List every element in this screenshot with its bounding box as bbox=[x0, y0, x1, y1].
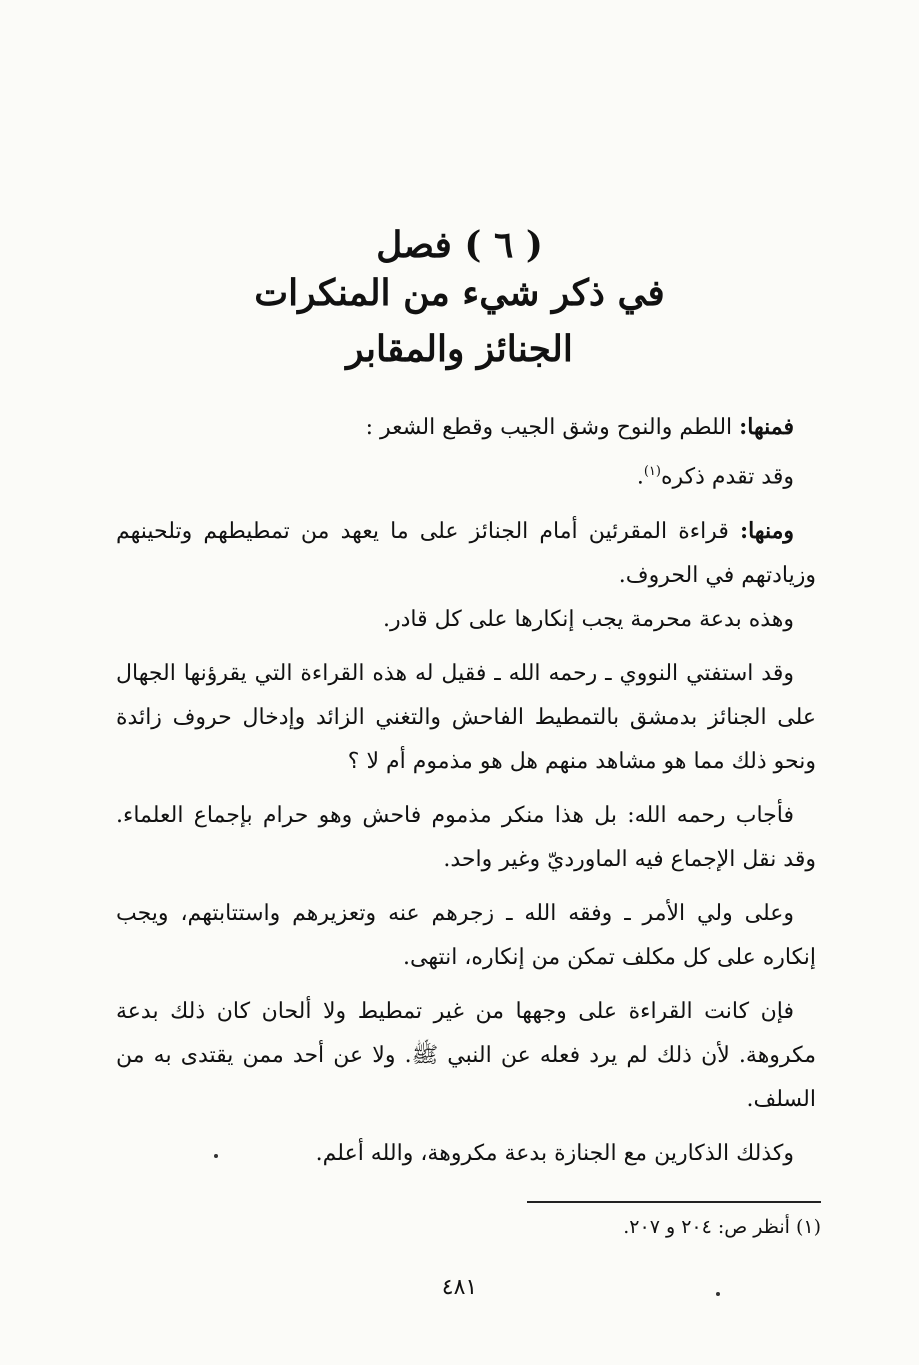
paragraph bbox=[116, 598, 816, 642]
page-number: ٤٨١ bbox=[441, 1275, 478, 1300]
paragraph bbox=[116, 990, 816, 1122]
paragraph-lead: فمنها: bbox=[739, 414, 794, 440]
chapter-title: ( ٦ ) فصل bbox=[376, 224, 543, 266]
paragraph bbox=[116, 652, 816, 784]
scan-speck bbox=[214, 1154, 218, 1158]
footnote-divider bbox=[527, 1201, 821, 1203]
footnote: (١) أنظر ص: ٢٠٤ و ٢٠٧. bbox=[623, 1216, 821, 1238]
paragraph-lead: ومنها: bbox=[739, 518, 794, 545]
paragraph-text: وعلى ولي الأمر ـ وفقه الله ـ زجرهم عنه وتعزيرهم واستتابتهم، ويجب إنكاره على كل مكلف تمكن من إنكاره، انتهى. bbox=[116, 901, 816, 971]
paragraph-text: قراءة المقرئين أمام الجنائز على ما يعهد من تمطيطهم وتلحينهم وزيادتهم في الحروف. bbox=[116, 519, 816, 589]
paragraph-text: وقد استفتي النووي ـ رحمه الله ـ فقيل له هذه القراءة التي يقرؤنها الجهال على الجنائز بدمشق بالتمطيط الفاحش والتغني الزائد وإدخال حروف زائدة ونحو ذلك مما هو مشاهد منهم هل هو مذموم أم لا ؟ bbox=[116, 661, 816, 775]
paragraph-text: فأجاب رحمه الله: بل هذا منكر مذموم فاحش وهو حرام بإجماع العلماء. وقد نقل الإجماع فيه الماورديّ وغير واحد. bbox=[116, 803, 816, 873]
paragraph bbox=[116, 892, 816, 980]
footnote-reference[interactable]: (١) bbox=[643, 464, 661, 479]
paragraph-text: فإن كانت القراءة على وجهها من غير تمطيط ولا ألحان كان ذلك بدعة مكروهة. لأن ذلك لم يرد فعله عن النبي ﷺ. ولا عن أحد ممن يقتدى به من السلف. bbox=[116, 999, 816, 1113]
paragraph bbox=[116, 450, 816, 499]
body-text bbox=[116, 405, 816, 1186]
scan-speck bbox=[716, 1292, 720, 1296]
paragraph-text: وقد تقدم ذكره bbox=[660, 464, 794, 490]
chapter-subtitle-2: الجنائز والمقابر bbox=[346, 328, 573, 370]
paragraph-text: وكذلك الذكارين مع الجنازة بدعة مكروهة، والله أعلم. bbox=[315, 1141, 794, 1167]
paragraph bbox=[116, 405, 816, 450]
chapter-subtitle-1: في ذكر شيء من المنكرات bbox=[254, 272, 665, 314]
paragraph bbox=[116, 509, 816, 598]
paragraph-tail: . bbox=[636, 464, 644, 490]
paragraph-text: وهذه بدعة محرمة يجب إنكارها على كل قادر. bbox=[382, 607, 794, 633]
paragraph bbox=[116, 794, 816, 882]
paragraph bbox=[116, 1132, 816, 1176]
paragraph-text: اللطم والنوح وشق الجيب وقطع الشعر : bbox=[365, 415, 733, 440]
